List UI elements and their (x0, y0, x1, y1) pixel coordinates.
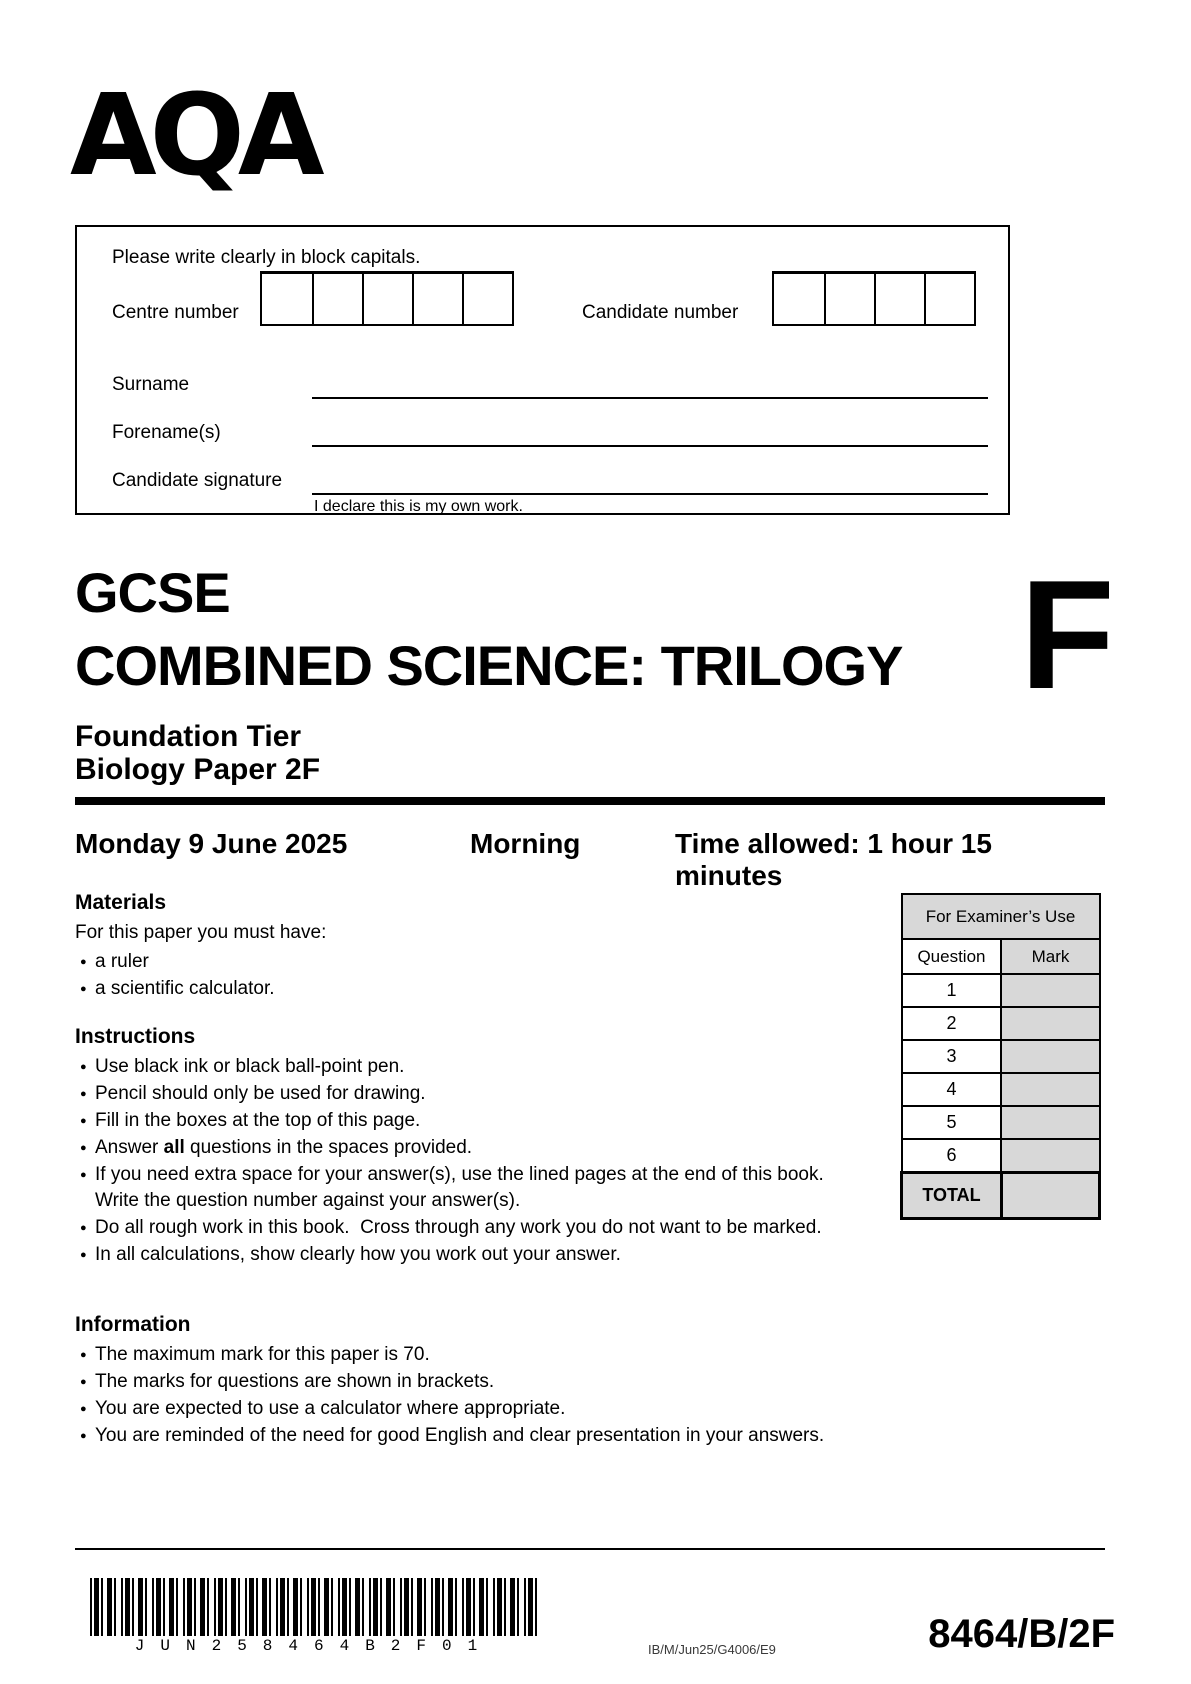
examiner-table-title: For Examiner’s Use (902, 894, 1100, 939)
aqa-logo: AQA (70, 71, 318, 201)
mark-entry-cell[interactable] (1001, 1073, 1099, 1106)
instructions-item-text: In all calculations, show clearly how you work out your answer. (95, 1244, 621, 1265)
bullet-icon: ● (80, 1142, 87, 1154)
tier-letter: F (1020, 548, 1115, 721)
bullet-icon: ● (80, 956, 87, 968)
instructions-item (75, 1215, 850, 1241)
total-label-cell: TOTAL (902, 1172, 1002, 1218)
bullet-icon: ● (80, 1349, 87, 1361)
materials-item-text: a ruler (95, 951, 149, 972)
number-entry-cell[interactable] (462, 274, 512, 324)
surname-input-line[interactable] (312, 397, 988, 399)
instructions-section (75, 1024, 850, 1269)
instructions-item-text: Answer all questions in the spaces provided. (95, 1137, 473, 1158)
information-section (75, 1312, 1005, 1450)
bullet-icon: ● (80, 1115, 87, 1127)
mark-entry-cell[interactable] (1001, 1139, 1099, 1172)
information-item-text: The marks for questions are shown in brackets. (95, 1371, 495, 1392)
signature-input-line[interactable] (312, 493, 988, 495)
instructions-item (75, 1108, 850, 1134)
instructions-list (75, 1054, 850, 1268)
examiner-table-row (902, 974, 1100, 1007)
question-number-cell: 5 (902, 1106, 1002, 1139)
instructions-item (75, 1081, 850, 1107)
qualification-title: GCSE (75, 561, 230, 624)
mark-entry-cell[interactable] (1001, 974, 1099, 1007)
question-number-cell: 3 (902, 1040, 1002, 1073)
instructions-item-text: Fill in the boxes at the top of this page. (95, 1110, 421, 1131)
materials-list (75, 949, 595, 1002)
instructions-item (75, 1242, 850, 1268)
question-number-cell: 2 (902, 1007, 1002, 1040)
number-entry-cell[interactable] (362, 274, 412, 324)
declaration-text: I declare this is my own work. (314, 498, 523, 515)
title-divider-rule (75, 797, 1105, 805)
examiner-table-total-row (902, 1172, 1100, 1218)
barcode-text: JUN258464B2F01 (134, 1637, 494, 1655)
bullet-icon: ● (80, 1376, 87, 1388)
instructions-item-text: Do all rough work in this book. Cross through any work you do not want to be marked. (95, 1217, 822, 1238)
candidate-signature-label: Candidate signature (112, 470, 283, 491)
candidate-number-cells (772, 271, 976, 326)
information-heading: Information (75, 1313, 191, 1336)
instructions-item (75, 1162, 850, 1214)
examiner-table-row (902, 1106, 1100, 1139)
information-item (75, 1396, 1005, 1422)
exam-date: Monday 9 June 2025 (75, 828, 348, 859)
forename-input-line[interactable] (312, 445, 988, 447)
time-allowed: Time allowed: 1 hour 15 minutes (675, 828, 992, 891)
number-entry-cell[interactable] (774, 274, 824, 324)
instructions-heading: Instructions (75, 1025, 196, 1048)
materials-heading: Materials (75, 891, 167, 914)
number-entry-cell[interactable] (262, 274, 312, 324)
materials-item-text: a scientific calculator. (95, 978, 275, 999)
question-number-cell: 6 (902, 1139, 1002, 1172)
paper-name: Biology Paper 2F (75, 753, 321, 786)
information-item (75, 1423, 1005, 1449)
exam-time-of-day: Morning (470, 828, 581, 859)
instructions-item-text: Pencil should only be used for drawing. (95, 1083, 426, 1104)
materials-item (75, 949, 595, 975)
number-entry-cell[interactable] (824, 274, 874, 324)
instructions-item-text: If you need extra space for your answer(s), use the lined pages at the end of this book. Write the question number against your answer(s). (95, 1164, 835, 1211)
mark-column-header: Mark (1001, 939, 1099, 974)
surname-label: Surname (112, 374, 190, 395)
examiner-table-row (902, 1073, 1100, 1106)
subject-title: COMBINED SCIENCE: TRILOGY (75, 634, 903, 697)
question-number-cell: 4 (902, 1073, 1002, 1106)
reference-code: IB/M/Jun25/G4006/E9 (648, 1642, 776, 1657)
mark-entry-cell[interactable] (1001, 1007, 1099, 1040)
candidate-number-label: Candidate number (582, 302, 739, 323)
number-entry-cell[interactable] (312, 274, 362, 324)
forename-label: Forename(s) (112, 422, 221, 443)
number-entry-cell[interactable] (412, 274, 462, 324)
instructions-item (75, 1135, 850, 1161)
examiner-use-table (900, 893, 1101, 1220)
instructions-item (75, 1054, 850, 1080)
session-row (75, 828, 1105, 891)
bullet-icon: ● (80, 1403, 87, 1415)
tier-name: Foundation Tier (75, 720, 302, 753)
bullet-icon: ● (80, 1249, 87, 1261)
centre-number-cells (260, 271, 514, 326)
information-item (75, 1369, 1005, 1395)
barcode-bars (90, 1578, 538, 1636)
materials-section (75, 890, 595, 1003)
examiner-table-row (902, 1139, 1100, 1172)
information-item-text: You are reminded of the need for good English and clear presentation in your answers. (95, 1425, 825, 1446)
barcode (90, 1578, 538, 1655)
centre-number-label: Centre number (112, 302, 239, 323)
bullet-icon: ● (80, 983, 87, 995)
examiner-table-row (902, 1040, 1100, 1073)
footer-divider-rule (75, 1548, 1105, 1550)
bullet-icon: ● (80, 1088, 87, 1100)
question-column-header: Question (902, 939, 1002, 974)
candidate-details-box (75, 225, 1010, 515)
mark-entry-cell[interactable] (1001, 1040, 1099, 1073)
information-list (75, 1342, 1005, 1449)
information-item-text: You are expected to use a calculator where appropriate. (95, 1398, 566, 1419)
number-entry-cell[interactable] (874, 274, 924, 324)
instructions-item-text: Use black ink or black ball-point pen. (95, 1056, 405, 1077)
bullet-icon: ● (80, 1430, 87, 1442)
bullet-icon: ● (80, 1222, 87, 1234)
materials-item (75, 976, 595, 1002)
information-item (75, 1342, 1005, 1368)
materials-intro: For this paper you must have: (75, 922, 327, 943)
bullet-icon: ● (80, 1169, 87, 1181)
examiner-table-row (902, 1007, 1100, 1040)
paper-code: 8464/B/2F (928, 1612, 1115, 1656)
total-mark-cell[interactable] (1001, 1172, 1099, 1218)
block-capitals-note: Please write clearly in block capitals. (112, 247, 421, 268)
mark-entry-cell[interactable] (1001, 1106, 1099, 1139)
information-item-text: The maximum mark for this paper is 70. (95, 1344, 430, 1365)
number-entry-cell[interactable] (924, 274, 974, 324)
question-number-cell: 1 (902, 974, 1002, 1007)
bullet-icon: ● (80, 1061, 87, 1073)
